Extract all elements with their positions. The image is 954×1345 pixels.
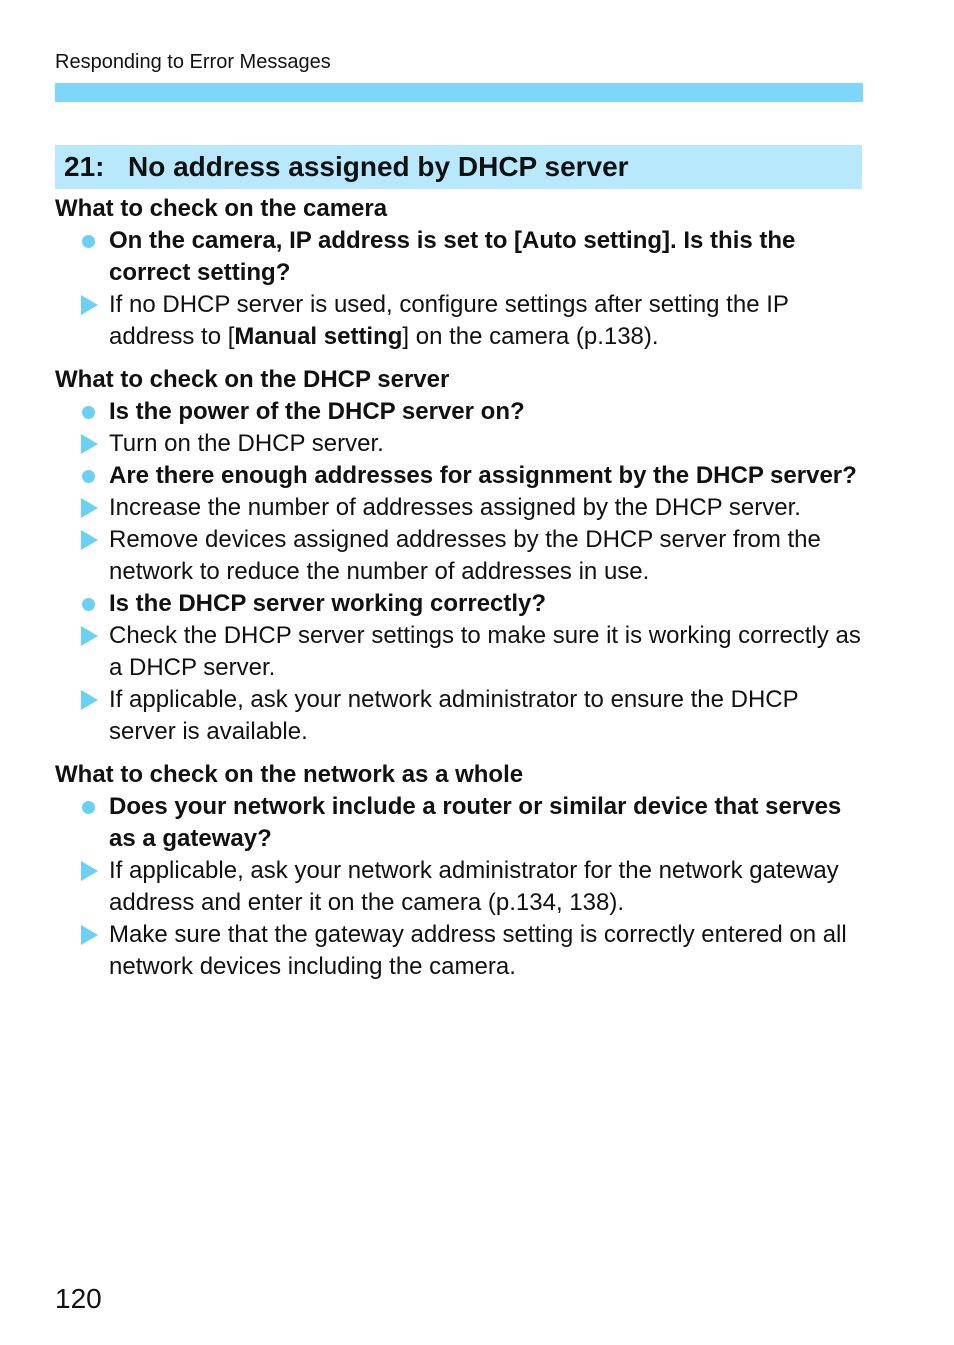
section-number: 21:: [64, 151, 105, 182]
answer-item: [55, 428, 863, 460]
triangle-arrow-icon: [78, 620, 98, 652]
question-text: Are there enough addresses for assignment by the DHCP server?: [109, 462, 857, 489]
bullet-dot-icon: [78, 588, 98, 620]
answer-text: Remove devices assigned addresses by the DHCP server from the network to reduce the number of addresses in use.: [109, 526, 821, 585]
subheading-camera: What to check on the camera: [55, 195, 388, 222]
triangle-arrow-icon: [78, 428, 98, 460]
answer-text: Check the DHCP server settings to make sure it is working correctly as a DHCP server.: [109, 622, 861, 681]
answer-text: Make sure that the gateway address setting is correctly entered on all network devices including the camera.: [109, 921, 847, 980]
question-item: [55, 791, 863, 855]
bullet-dot-icon: [78, 396, 98, 428]
answer-text: If applicable, ask your network administrator for the network gateway address and enter it on the camera (p.134, 138).: [109, 857, 839, 916]
question-text: Is the DHCP server working correctly?: [109, 590, 547, 617]
answer-item: [55, 855, 863, 919]
running-header: Responding to Error Messages: [55, 51, 331, 73]
question-text: Does your network include a router or similar device that serves as a gateway?: [109, 793, 842, 852]
page-number: 120: [55, 1283, 102, 1314]
answer-item: [55, 919, 863, 983]
section-title: No address assigned by DHCP server: [128, 151, 629, 182]
answer-text: Turn on the DHCP server.: [109, 430, 384, 457]
question-item: [55, 460, 863, 492]
check-block-camera: [55, 193, 863, 353]
check-block-network: [55, 759, 863, 983]
triangle-arrow-icon: [78, 919, 98, 951]
section-banner: [55, 145, 862, 189]
answer-item: [55, 524, 863, 588]
answer-text-bold: Manual setting: [234, 323, 403, 350]
answer-item: [55, 289, 863, 353]
triangle-arrow-icon: [78, 524, 98, 556]
subheading-network: What to check on the network as a whole: [55, 761, 524, 788]
subheading-dhcp: What to check on the DHCP server: [55, 366, 450, 393]
triangle-arrow-icon: [78, 855, 98, 887]
answer-item: [55, 492, 863, 524]
answer-item: [55, 684, 863, 748]
bullet-dot-icon: [78, 460, 98, 492]
bullet-dot-icon: [78, 225, 98, 257]
bullet-dot-icon: [78, 791, 98, 823]
header-accent-bar: [55, 83, 863, 102]
check-block-dhcp: [55, 364, 863, 748]
question-item: [55, 588, 863, 620]
content: [55, 193, 863, 983]
triangle-arrow-icon: [78, 684, 98, 716]
triangle-arrow-icon: [78, 492, 98, 524]
answer-text: Increase the number of addresses assigned by the DHCP server.: [109, 494, 801, 521]
answer-text: If applicable, ask your network administrator to ensure the DHCP server is available.: [109, 686, 799, 745]
question-text: On the camera, IP address is set to [Auto setting]. Is this the correct setting?: [109, 227, 796, 286]
answer-item: [55, 620, 863, 684]
question-item: [55, 225, 863, 289]
answer-text-start: If no DHCP server is used, configure settings after setting the IP address to [: [109, 291, 789, 350]
question-item: [55, 396, 863, 428]
question-text: Is the power of the DHCP server on?: [109, 398, 525, 425]
answer-text-end: ] on the camera (p.138).: [402, 323, 659, 350]
triangle-arrow-icon: [78, 289, 98, 321]
